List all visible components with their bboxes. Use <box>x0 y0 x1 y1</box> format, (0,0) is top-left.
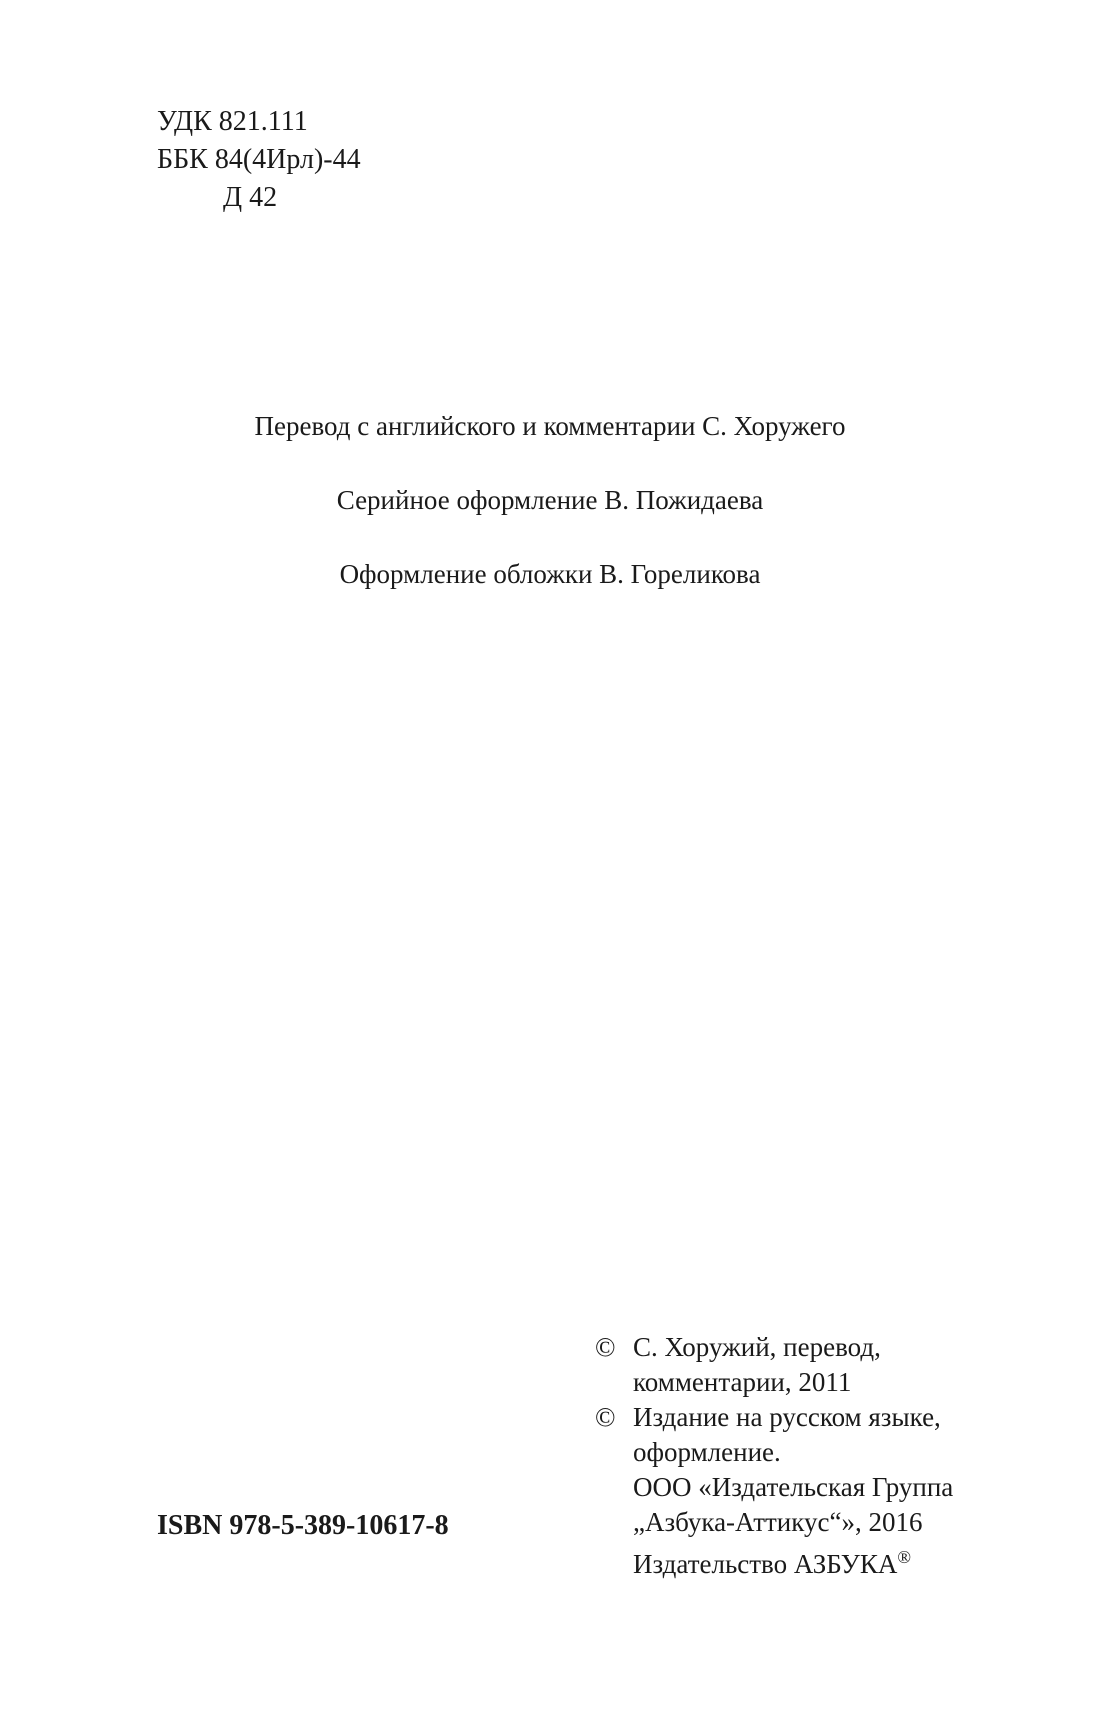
copyright-line: оформление. <box>633 1437 781 1467</box>
bbk-code: ББК 84(4Ирл)-44 <box>157 144 361 175</box>
copyright-line: ООО «Издательская Группа <box>633 1472 954 1502</box>
catalog-codes <box>157 103 361 217</box>
publisher-name: Издательство АЗБУКА <box>633 1549 898 1579</box>
copyright-line: комментарии, 2011 <box>633 1367 852 1397</box>
cover-design-credit: Оформление обложки В. Гореликова <box>339 559 761 589</box>
copyright-entry-translation <box>595 1330 953 1400</box>
copyright-line: Издание на русском языке, <box>633 1402 941 1432</box>
copyright-sign: © <box>595 1332 616 1362</box>
registered-trademark-mark: ® <box>897 1547 912 1567</box>
credits-block <box>0 408 1100 630</box>
copyright-sign: © <box>595 1402 616 1432</box>
udk-code: УДК 821.111 <box>157 106 308 137</box>
copyright-entry-edition <box>595 1400 953 1582</box>
series-design-credit: Серийное оформление В. Пожидаева <box>336 485 764 515</box>
isbn: ISBN 978-5-389-10617-8 <box>157 1510 449 1541</box>
copyright-block <box>595 1330 953 1582</box>
copyright-line: „Азбука-Аттикус“», 2016 <box>633 1507 923 1537</box>
translation-credit: Перевод с английского и комментарии С. Хоружего <box>254 411 846 441</box>
copyright-line-publisher <box>633 1540 953 1582</box>
author-mark: Д 42 <box>223 182 278 213</box>
copyright-line: С. Хоружий, перевод, <box>633 1332 881 1362</box>
